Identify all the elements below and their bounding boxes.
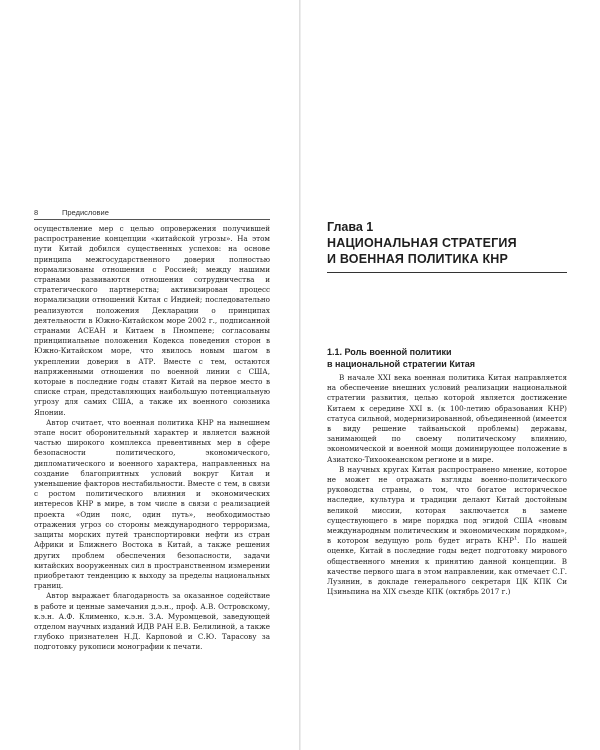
body-paragraph: Автор выражает благодарность за оказанное содействие в работе и ценные замечания д.э.н., проф. А.В. Островскому, к.э.н. А.Ф. Клименко, к.э.н. З.А. Муромцевой, заведующей отделом научных изданий ИДВ РАН Е.В. Белилиной, а также глубоко признателен Н.Д. Карповой и С.Ю. Тарасову за подготовку рукописи монографии к печати.	[34, 591, 270, 652]
left-page-body	[34, 224, 270, 653]
section-heading	[327, 346, 567, 370]
chapter-rule	[327, 272, 567, 273]
chapter-heading	[327, 219, 567, 267]
body-paragraph	[327, 465, 567, 598]
paragraph-text: В научных кругах Китая распространено мнение, которое не может не отражать взгляды военно-политического руководства страны, о том, что богатое историческое наследие, культура и традиции делают Китай достойным великой миссии, которая заключается в замене существующего в мире порядка под эгидой США «новым международным политическим и экономическим порядком», в котором ведущую роль будет играть КНР	[327, 464, 567, 546]
section-title-line-1: 1.1. Роль военной политики	[327, 347, 452, 357]
right-page-body	[327, 373, 567, 597]
chapter-title-line-2: И ВОЕННАЯ ПОЛИТИКА КНР	[327, 252, 509, 266]
page-number: 8	[34, 208, 39, 217]
book-spine	[299, 0, 301, 750]
chapter-label: Глава 1	[327, 220, 374, 234]
footnote-mark[interactable]: 1	[513, 535, 518, 542]
chapter-title-line-1: НАЦИОНАЛЬНАЯ СТРАТЕГИЯ	[327, 236, 517, 250]
body-paragraph: В начале XXI века военная политика Китая направляется на обеспечение внешних условий реализации национальной стратегии развития, целью которой является достижение Китаем к середине XXI в. (к 100-летию образования КНР) статуса сильной, модернизированной, объединенной (имеется в виду решение тайваньской проблемы) державы, занимающей по своему политическому влиянию, экономической и военной мощи доминирующее положение в Азиатско-Тихоокеанском регионе и в мире.	[327, 373, 567, 464]
header-rule	[34, 219, 270, 220]
running-title: Предисловие	[62, 208, 109, 217]
body-paragraph: осуществление мер с целью опровержения получившей распространение концепции «китайской угрозы». На этом пути Китай добился существенных успехов: на основе принципа межгосударственного доверия полностью нормализованы отношения с Россией; между нашими странами развиваются отношения сотрудничества и стратегического партнерства; активизирован процесс нормализации отношений Китая с Индией; последовательно реализуются положения Декларации о принципах деятельности в Южно-Китайском море 2002 г., подписанной странами АСЕАН и Китаем в Пномпене; согласованы принципиальные положения Кодекса поведения сторон в Южно-Китайском море, что явилось новым шагом в укреплении доверия в АТР. Вместе с тем, остаются напряженными отношения по военной линии с США, которые в последние годы ставят Китай на первое место в списке стран, представляющих наибольшую потенциальную угрозу для самих США, а также их военного союзника Японии.	[34, 224, 270, 417]
section-title-line-2: в национальной стратегии Китая	[327, 359, 476, 369]
paragraph-text: . По нашей оценке, Китай в последние годы ведет подготовку мирового общественного мнения к принятию данной концепции. В качестве первого шага в этом направлении, как отмечает С.Г. Лузянин, в докладе генерального секретаря ЦК КПК Си Цзиньпина на XIX съезде КПК (октябрь 2017 г.)	[327, 536, 567, 597]
body-paragraph: Автор считает, что военная политика КНР на нынешнем этапе носит оборонительный характер и является важной частью широкого комплекса превентивных мер в сфере безопасности политического, экономического, дипломатического и военного характера, направленных на создание благоприятных условий вокруг Китая и уменьшение факторов нестабильности. Вместе с тем, в связи с ростом политического влияния и экономических интересов КНР в мире, в том числе в связи с реализацией проекта «Один пояс, один путь», необходимостью отражения угроз со стороны международного терроризма, защиты морских путей транспортировки нефти из стран Африки и Ближнего Востока в Китай, а также решения других проблем обеспечения безопасности, задачи китайских вооруженных сил в пространственном измерении приобретают тенденцию к выходу за пределы национальных границ.	[34, 417, 270, 591]
